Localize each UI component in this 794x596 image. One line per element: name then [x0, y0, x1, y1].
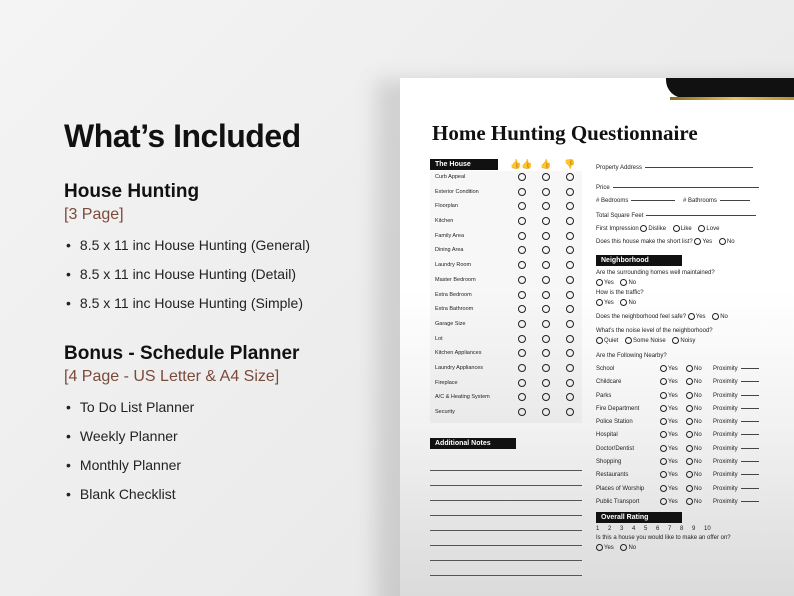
- no-option[interactable]: No: [686, 376, 702, 389]
- notes-lines: [430, 456, 582, 576]
- proximity-field[interactable]: Proximity: [713, 416, 759, 429]
- table-row: [430, 170, 582, 185]
- row-label: Extra Bedroom: [435, 291, 472, 298]
- yes-option[interactable]: Yes: [596, 278, 614, 289]
- rating-circle[interactable]: [542, 320, 550, 328]
- row-label: Floorplan: [435, 203, 458, 210]
- noise-options: [596, 336, 794, 347]
- list-item: • 8.5 x 11 inc House Hunting (Simple): [66, 292, 384, 321]
- list-item: • 8.5 x 11 inc House Hunting (Detail): [66, 263, 384, 292]
- table-row: [430, 376, 582, 391]
- no-option[interactable]: No: [686, 496, 702, 509]
- header-decoration: [666, 78, 794, 98]
- nearby-row: [596, 376, 794, 389]
- yes-option[interactable]: Yes: [660, 363, 678, 376]
- nearby-label: Places of Worship: [596, 485, 645, 492]
- gold-accent-line: [670, 97, 794, 100]
- table-row: [430, 214, 582, 229]
- table-row: [430, 185, 582, 200]
- rating-circle[interactable]: [566, 349, 574, 357]
- no-option[interactable]: No: [686, 390, 702, 403]
- row-label: Exterior Condition: [435, 188, 479, 195]
- no-option[interactable]: No: [620, 278, 636, 289]
- rooms-field[interactable]: [596, 195, 794, 208]
- no-option[interactable]: No: [712, 311, 728, 324]
- table-row: [430, 258, 582, 273]
- traffic-options: [596, 298, 794, 309]
- table-row: [430, 288, 582, 303]
- list-item: • 8.5 x 11 inc House Hunting (General): [66, 234, 384, 263]
- proximity-field[interactable]: Proximity: [713, 390, 759, 403]
- rating-circle[interactable]: [542, 217, 550, 225]
- proximity-field[interactable]: Proximity: [713, 363, 759, 376]
- list-item: • Monthly Planner: [66, 454, 384, 483]
- house-hunting-title: House Hunting: [64, 181, 200, 202]
- offer-question: Is this a house you would like to make an offer on?: [596, 535, 731, 542]
- sqft-field[interactable]: [596, 210, 794, 223]
- yes-option[interactable]: Yes: [660, 403, 678, 416]
- rating-circle[interactable]: [518, 217, 526, 225]
- rating-circle[interactable]: [518, 232, 526, 240]
- price-field[interactable]: [596, 182, 794, 195]
- yes-option[interactable]: Yes: [694, 236, 712, 249]
- nearby-label: Doctor/Dentist: [596, 445, 635, 452]
- included-panel: [64, 118, 384, 512]
- questionnaire-page: [400, 78, 794, 596]
- house-section-label: The House: [430, 159, 498, 170]
- list-item: • Blank Checklist: [66, 483, 384, 512]
- rating-circle[interactable]: [518, 335, 526, 343]
- table-row: [430, 346, 582, 361]
- house-hunting-subtitle: [3 Page]: [64, 206, 124, 223]
- row-label: Lot: [435, 335, 443, 342]
- rating-circle[interactable]: [566, 305, 574, 313]
- rating-scale[interactable]: 1 2 3 4 5 6 7 8 9 10: [596, 526, 711, 533]
- rating-circle[interactable]: [566, 217, 574, 225]
- yes-option[interactable]: Yes: [660, 429, 678, 442]
- property-address-label: Property Address: [596, 165, 643, 171]
- list-item: • To Do List Planner: [66, 396, 384, 425]
- rating-circle[interactable]: [566, 188, 574, 196]
- rating-circle[interactable]: [566, 320, 574, 328]
- rating-circle[interactable]: [518, 261, 526, 269]
- nearby-row: [596, 429, 794, 442]
- rating-circle[interactable]: [542, 246, 550, 254]
- rating-circle[interactable]: [542, 305, 550, 313]
- rating-circle[interactable]: [518, 379, 526, 387]
- note-line[interactable]: [430, 546, 582, 561]
- property-address-field[interactable]: [596, 162, 794, 175]
- rating-circle[interactable]: [518, 173, 526, 181]
- table-row: [430, 243, 582, 258]
- nearby-label: Public Transport: [596, 498, 640, 505]
- table-row: [430, 332, 582, 347]
- no-option[interactable]: No: [686, 363, 702, 376]
- rating-circle[interactable]: [542, 276, 550, 284]
- nearby-label: Police Station: [596, 419, 633, 426]
- note-line[interactable]: [430, 486, 582, 501]
- proximity-field[interactable]: Proximity: [713, 443, 759, 456]
- price-label: Price: [596, 185, 610, 191]
- row-label: Security: [435, 409, 455, 415]
- nearby-row: [596, 390, 794, 403]
- nearby-row: [596, 483, 794, 496]
- rating-circle[interactable]: [518, 364, 526, 372]
- safe-row: [596, 311, 794, 324]
- rating-circle[interactable]: [542, 173, 550, 181]
- rating-circle[interactable]: [542, 379, 550, 387]
- noisy-option[interactable]: Noisy: [672, 336, 695, 347]
- rating-circle[interactable]: [518, 393, 526, 401]
- nearby-row: [596, 416, 794, 429]
- maintained-options: [596, 278, 794, 289]
- house-rating-table: [430, 170, 582, 420]
- first-impression-label: First Impression: [596, 226, 639, 232]
- note-line[interactable]: [430, 516, 582, 531]
- row-label: Laundry Appliances: [435, 364, 484, 371]
- rating-circle[interactable]: [542, 408, 550, 416]
- rating-circle[interactable]: [518, 349, 526, 357]
- table-row: [430, 361, 582, 376]
- short-list-row: [596, 236, 794, 249]
- rating-circle[interactable]: [542, 202, 550, 210]
- rating-circle[interactable]: [566, 393, 574, 401]
- bonus-subtitle: [4 Page - US Letter & A4 Size]: [64, 368, 280, 385]
- rating-circle[interactable]: [566, 202, 574, 210]
- rating-circle[interactable]: [518, 305, 526, 313]
- no-option[interactable]: No: [719, 236, 735, 249]
- dislike-option[interactable]: Dislike: [640, 223, 666, 236]
- table-row: [430, 302, 582, 317]
- love-option[interactable]: Love: [698, 223, 719, 236]
- row-label: Kitchen: [435, 218, 454, 225]
- rating-circle[interactable]: [566, 364, 574, 372]
- thumbs-up-icon: 👍: [540, 159, 552, 169]
- bonus-list: [64, 396, 384, 512]
- house-hunting-list: [64, 234, 384, 321]
- row-label: Garage Size: [435, 320, 466, 327]
- yes-option[interactable]: Yes: [660, 390, 678, 403]
- no-option[interactable]: No: [686, 483, 702, 496]
- nearby-row: [596, 496, 794, 509]
- thumbs-down-icon: 👎: [564, 159, 576, 169]
- rating-circle[interactable]: [566, 276, 574, 284]
- row-label: Master Bedroom: [435, 276, 476, 283]
- first-impression-row: [596, 223, 794, 236]
- bonus-title: Bonus - Schedule Planner: [64, 343, 300, 364]
- nearby-row: [596, 363, 794, 376]
- no-option[interactable]: No: [686, 469, 702, 482]
- table-row: [430, 390, 582, 405]
- yes-option[interactable]: Yes: [660, 496, 678, 509]
- rating-circle[interactable]: [542, 261, 550, 269]
- nearby-label: Fire Department: [596, 405, 640, 412]
- table-row: [430, 273, 582, 288]
- rating-circle[interactable]: [518, 276, 526, 284]
- yes-option[interactable]: Yes: [660, 443, 678, 456]
- rating-circle[interactable]: [566, 173, 574, 181]
- some-noise-option[interactable]: Some Noise: [625, 336, 666, 347]
- rating-circle[interactable]: [542, 232, 550, 240]
- notes-section-label: Additional Notes: [430, 438, 516, 449]
- table-row: [430, 317, 582, 332]
- proximity-field[interactable]: Proximity: [713, 376, 759, 389]
- row-label: Kitchen Appliances: [435, 350, 482, 357]
- yes-option[interactable]: Yes: [660, 483, 678, 496]
- no-option[interactable]: No: [620, 298, 636, 309]
- sqft-label: Total Square Feet: [596, 213, 644, 219]
- rating-circle[interactable]: [542, 349, 550, 357]
- nearby-label: Childcare: [596, 379, 622, 386]
- rating-circle[interactable]: [566, 291, 574, 299]
- rating-circle[interactable]: [566, 232, 574, 240]
- table-row: [430, 229, 582, 244]
- overall-rating-label: Overall Rating: [596, 512, 682, 523]
- safe-question: Does the neighborhood feel safe?: [596, 314, 687, 320]
- rating-circle[interactable]: [518, 246, 526, 254]
- maintained-question: Are the surrounding homes well maintained?: [596, 270, 715, 276]
- table-row: [430, 405, 582, 420]
- row-label: Extra Bathroom: [435, 306, 474, 313]
- rating-circle[interactable]: [566, 379, 574, 387]
- row-label: A/C & Heating System: [435, 394, 490, 401]
- yes-option[interactable]: Yes: [660, 376, 678, 389]
- proximity-field[interactable]: Proximity: [713, 496, 759, 509]
- nearby-label: Hospital: [596, 432, 618, 439]
- noise-question: What’s the noise level of the neighborhood?: [596, 328, 713, 334]
- no-option[interactable]: No: [686, 416, 702, 429]
- double-thumbs-up-icon: 👍👍: [510, 159, 533, 169]
- proximity-field[interactable]: Proximity: [713, 469, 759, 482]
- rating-circle[interactable]: [518, 291, 526, 299]
- details-column: [596, 162, 794, 554]
- rating-circle[interactable]: [566, 408, 574, 416]
- like-option[interactable]: Like: [673, 223, 692, 236]
- row-label: Fireplace: [435, 379, 458, 386]
- nearby-label: Restaurants: [596, 472, 629, 479]
- nearby-row: [596, 456, 794, 469]
- neighborhood-label: Neighborhood: [596, 255, 682, 266]
- quiet-option[interactable]: Quiet: [596, 336, 618, 347]
- no-option[interactable]: No: [620, 543, 636, 554]
- nearby-label: School: [596, 366, 615, 372]
- proximity-field[interactable]: Proximity: [713, 403, 759, 416]
- rating-circle[interactable]: [518, 320, 526, 328]
- rating-circle[interactable]: [542, 188, 550, 196]
- rating-circle[interactable]: [518, 202, 526, 210]
- traffic-question: How is the traffic?: [596, 290, 644, 296]
- row-label: Laundry Room: [435, 262, 472, 269]
- yes-option[interactable]: Yes: [596, 543, 614, 554]
- bathrooms-label: # Bathrooms: [683, 198, 718, 204]
- nearby-row: [596, 469, 794, 482]
- note-line[interactable]: [430, 501, 582, 516]
- row-label: Curb Appeal: [435, 174, 466, 180]
- note-line[interactable]: [430, 561, 582, 576]
- proximity-field[interactable]: Proximity: [713, 429, 759, 442]
- yes-option[interactable]: Yes: [688, 311, 706, 324]
- list-item: • Weekly Planner: [66, 425, 384, 454]
- nearby-row: [596, 443, 794, 456]
- nearby-label: Parks: [596, 392, 612, 399]
- nearby-row: [596, 403, 794, 416]
- headline: What’s Included: [64, 118, 301, 154]
- yes-option[interactable]: Yes: [660, 416, 678, 429]
- yes-option[interactable]: Yes: [660, 456, 678, 469]
- row-label: Family Area: [435, 232, 465, 239]
- note-line[interactable]: [430, 471, 582, 486]
- nearby-question: Are the Following Nearby?: [596, 353, 667, 359]
- rating-circle[interactable]: [566, 246, 574, 254]
- row-label: Dining Area: [435, 247, 464, 254]
- yes-option[interactable]: Yes: [596, 298, 614, 309]
- rating-circle[interactable]: [542, 364, 550, 372]
- short-list-question: Does this house make the short list?: [596, 239, 693, 245]
- offer-options: [596, 543, 794, 554]
- rating-circle[interactable]: [542, 291, 550, 299]
- nearby-list: [596, 363, 794, 509]
- yes-option[interactable]: Yes: [660, 469, 678, 482]
- rating-circle[interactable]: [518, 188, 526, 196]
- no-option[interactable]: No: [686, 456, 702, 469]
- nearby-label: Shopping: [596, 459, 622, 466]
- no-option[interactable]: No: [686, 429, 702, 442]
- document-title: Home Hunting Questionnaire: [432, 121, 698, 145]
- rating-circle[interactable]: [566, 335, 574, 343]
- proximity-field[interactable]: Proximity: [713, 456, 759, 469]
- rating-circle[interactable]: [542, 335, 550, 343]
- rating-circle[interactable]: [518, 408, 526, 416]
- note-line[interactable]: [430, 531, 582, 546]
- rating-circle[interactable]: [566, 261, 574, 269]
- note-line[interactable]: [430, 456, 582, 471]
- proximity-field[interactable]: Proximity: [713, 483, 759, 496]
- no-option[interactable]: No: [686, 443, 702, 456]
- no-option[interactable]: No: [686, 403, 702, 416]
- rating-circle[interactable]: [542, 393, 550, 401]
- bedrooms-label: # Bedrooms: [596, 198, 629, 204]
- table-row: [430, 199, 582, 214]
